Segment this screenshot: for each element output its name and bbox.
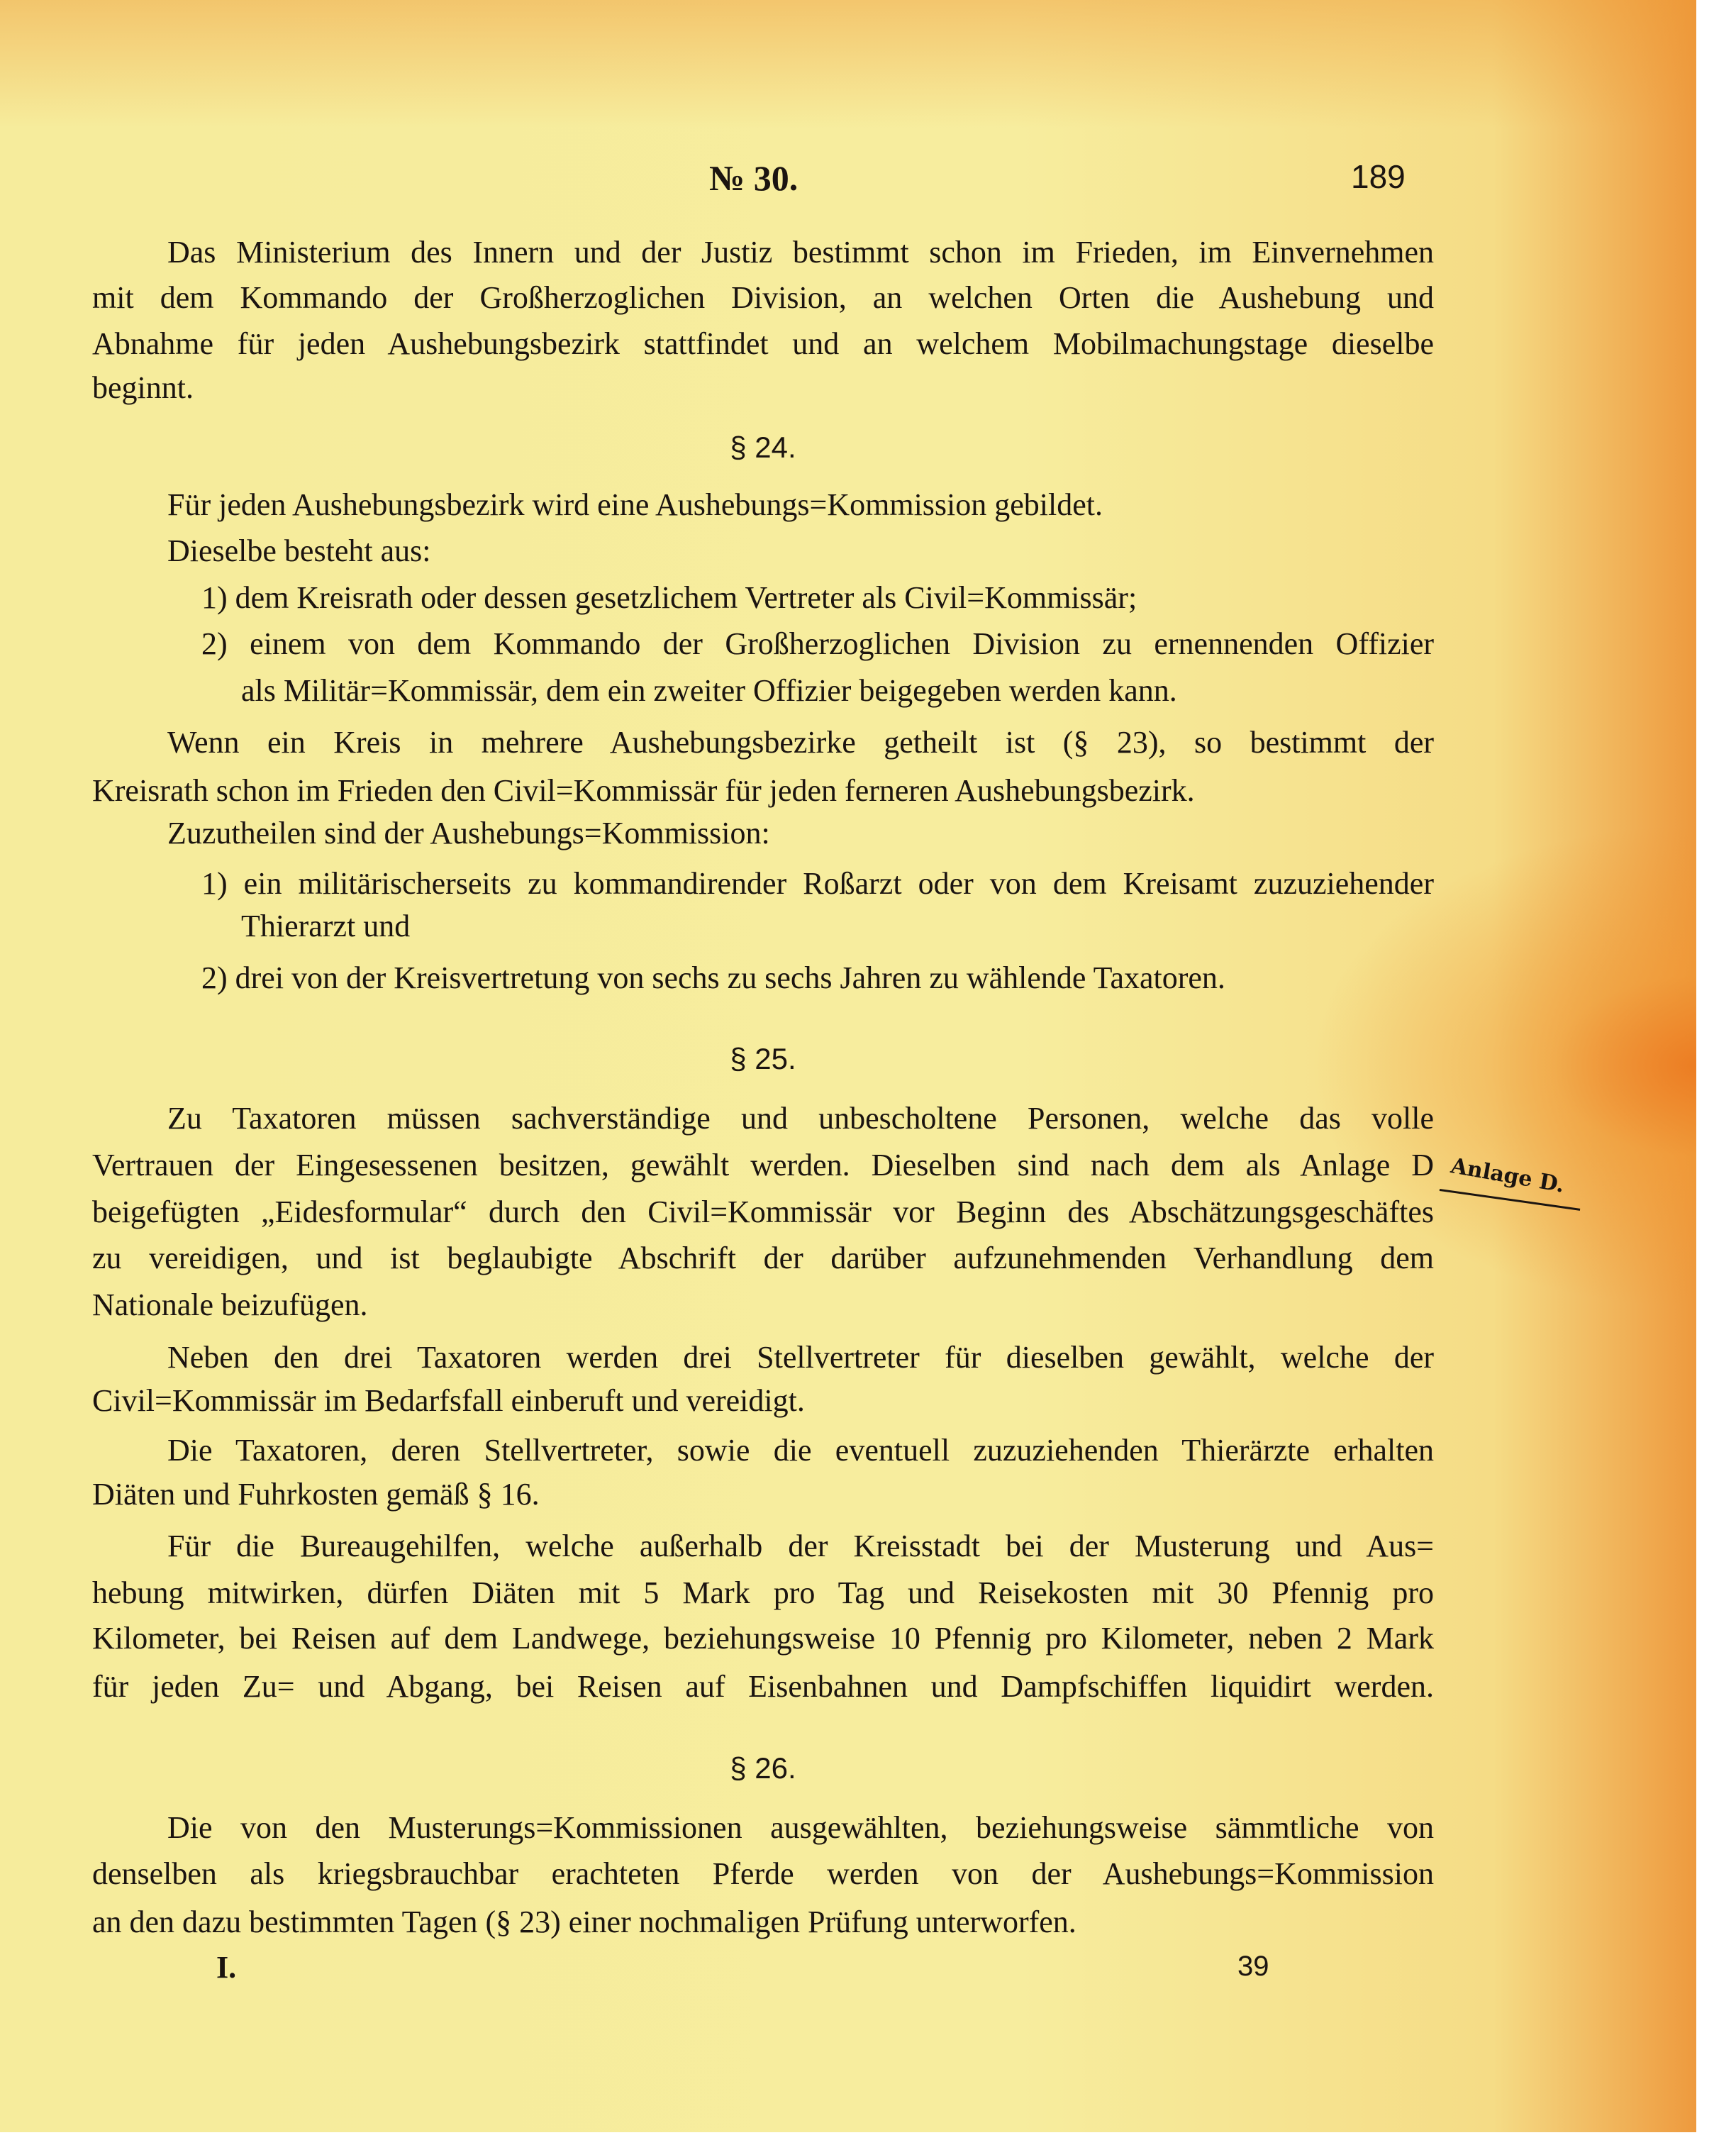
list-item: 2) drei von der Kreisvertretung von sechs zu sechs Jahren zu wählende Taxatoren. <box>201 960 1225 995</box>
text-line: Die Taxatoren, deren Stellvertreter, sowie die eventuell zuzuziehenden Thierärzte erhalten <box>167 1433 1434 1468</box>
list-item: 1) ein militärischerseits zu kommandirender Roßarzt oder von dem Kreisamt zuzuziehender <box>201 866 1434 901</box>
text-line: denselben als kriegsbrauchbar erachteten Pferde werden von der Aushebungs=Kommission <box>92 1856 1434 1891</box>
text-line: hebung mitwirken, dürfen Diäten mit 5 Mark pro Tag und Reisekosten mit 30 Pfennig pro <box>92 1575 1434 1610</box>
issue-number: № 30. <box>709 158 799 198</box>
text-line: Nationale beizufügen. <box>92 1287 368 1322</box>
margin-note: Anlage D. <box>1449 1153 1567 1198</box>
section-heading: § 24. <box>730 431 796 464</box>
text-line: für jeden Zu= und Abgang, bei Reisen auf Eisenbahnen und Dampfschiffen liquidirt werden. <box>92 1669 1434 1704</box>
text-line: beginnt. <box>92 370 194 405</box>
list-item: 1) dem Kreisrath oder dessen gesetzlichem Vertreter als Civil=Kommissär; <box>201 580 1137 615</box>
text-line: Wenn ein Kreis in mehrere Aushebungsbezirke getheilt ist (§ 23), so bestimmt der <box>167 725 1434 760</box>
sheet-number: 39 <box>1237 1951 1269 1982</box>
text-line: Die von den Musterungs=Kommissionen ausgewählten, beziehungsweise sämmtliche von <box>167 1810 1434 1845</box>
text-line: Für die Bureaugehilfen, welche außerhalb der Kreisstadt bei der Musterung und Aus= <box>167 1529 1434 1563</box>
page-number: 189 <box>1351 158 1406 195</box>
text-line: Kilometer, bei Reisen auf dem Landwege, beziehungsweise 10 Pfennig pro Kilometer, neben 2 Mark <box>92 1621 1434 1656</box>
text-line: zu vereidigen, und ist beglaubigte Abschrift der darüber aufzunehmenden Verhandlung dem <box>92 1241 1434 1275</box>
text-line: Zu Taxatoren müssen sachverständige und unbescholtene Personen, welche das volle <box>167 1101 1434 1136</box>
text-line: Abnahme für jeden Aushebungsbezirk stattfindet und an welchem Mobilmachungstage dieselbe <box>92 326 1434 361</box>
signature-mark: I. <box>216 1950 237 1985</box>
text-line: beigefügten „Eidesformular“ durch den Civil=Kommissär vor Beginn des Abschätzungsgeschäftes <box>92 1195 1434 1229</box>
text-line: Das Ministerium des Innern und der Justiz bestimmt schon im Frieden, im Einvernehmen <box>167 235 1434 270</box>
text-line: Kreisrath schon im Frieden den Civil=Kommissär für jeden ferneren Aushebungsbezirk. <box>92 773 1195 808</box>
section-heading: § 26. <box>730 1751 796 1785</box>
text-line: mit dem Kommando der Großherzoglichen Division, an welchen Orten die Aushebung und <box>92 280 1434 315</box>
text-line: Für jeden Aushebungsbezirk wird eine Aushebungs=Kommission gebildet. <box>167 487 1103 522</box>
text-line: Vertrauen der Eingesessenen besitzen, gewählt werden. Dieselben sind nach dem als Anlage D <box>92 1148 1434 1182</box>
text-line: an den dazu bestimmten Tagen (§ 23) einer nochmaligen Prüfung unterworfen. <box>92 1905 1076 1939</box>
text-line: als Militär=Kommissär, dem ein zweiter Offizier beigegeben werden kann. <box>241 673 1177 708</box>
text-line: Thierarzt und <box>241 909 411 943</box>
text-line: Civil=Kommissär im Bedarfsfall einberuft und vereidigt. <box>92 1383 805 1418</box>
text-line: Diäten und Fuhrkosten gemäß § 16. <box>92 1477 540 1512</box>
text-line: Zuzutheilen sind der Aushebungs=Kommission: <box>167 816 770 850</box>
text-line: Neben den drei Taxatoren werden drei Stellvertreter für dieselben gewählt, welche der <box>167 1340 1434 1375</box>
list-item: 2) einem von dem Kommando der Großherzoglichen Division zu ernennenden Offizier <box>201 626 1434 661</box>
section-heading: § 25. <box>730 1042 796 1075</box>
text-line: Dieselbe besteht aus: <box>167 533 431 568</box>
